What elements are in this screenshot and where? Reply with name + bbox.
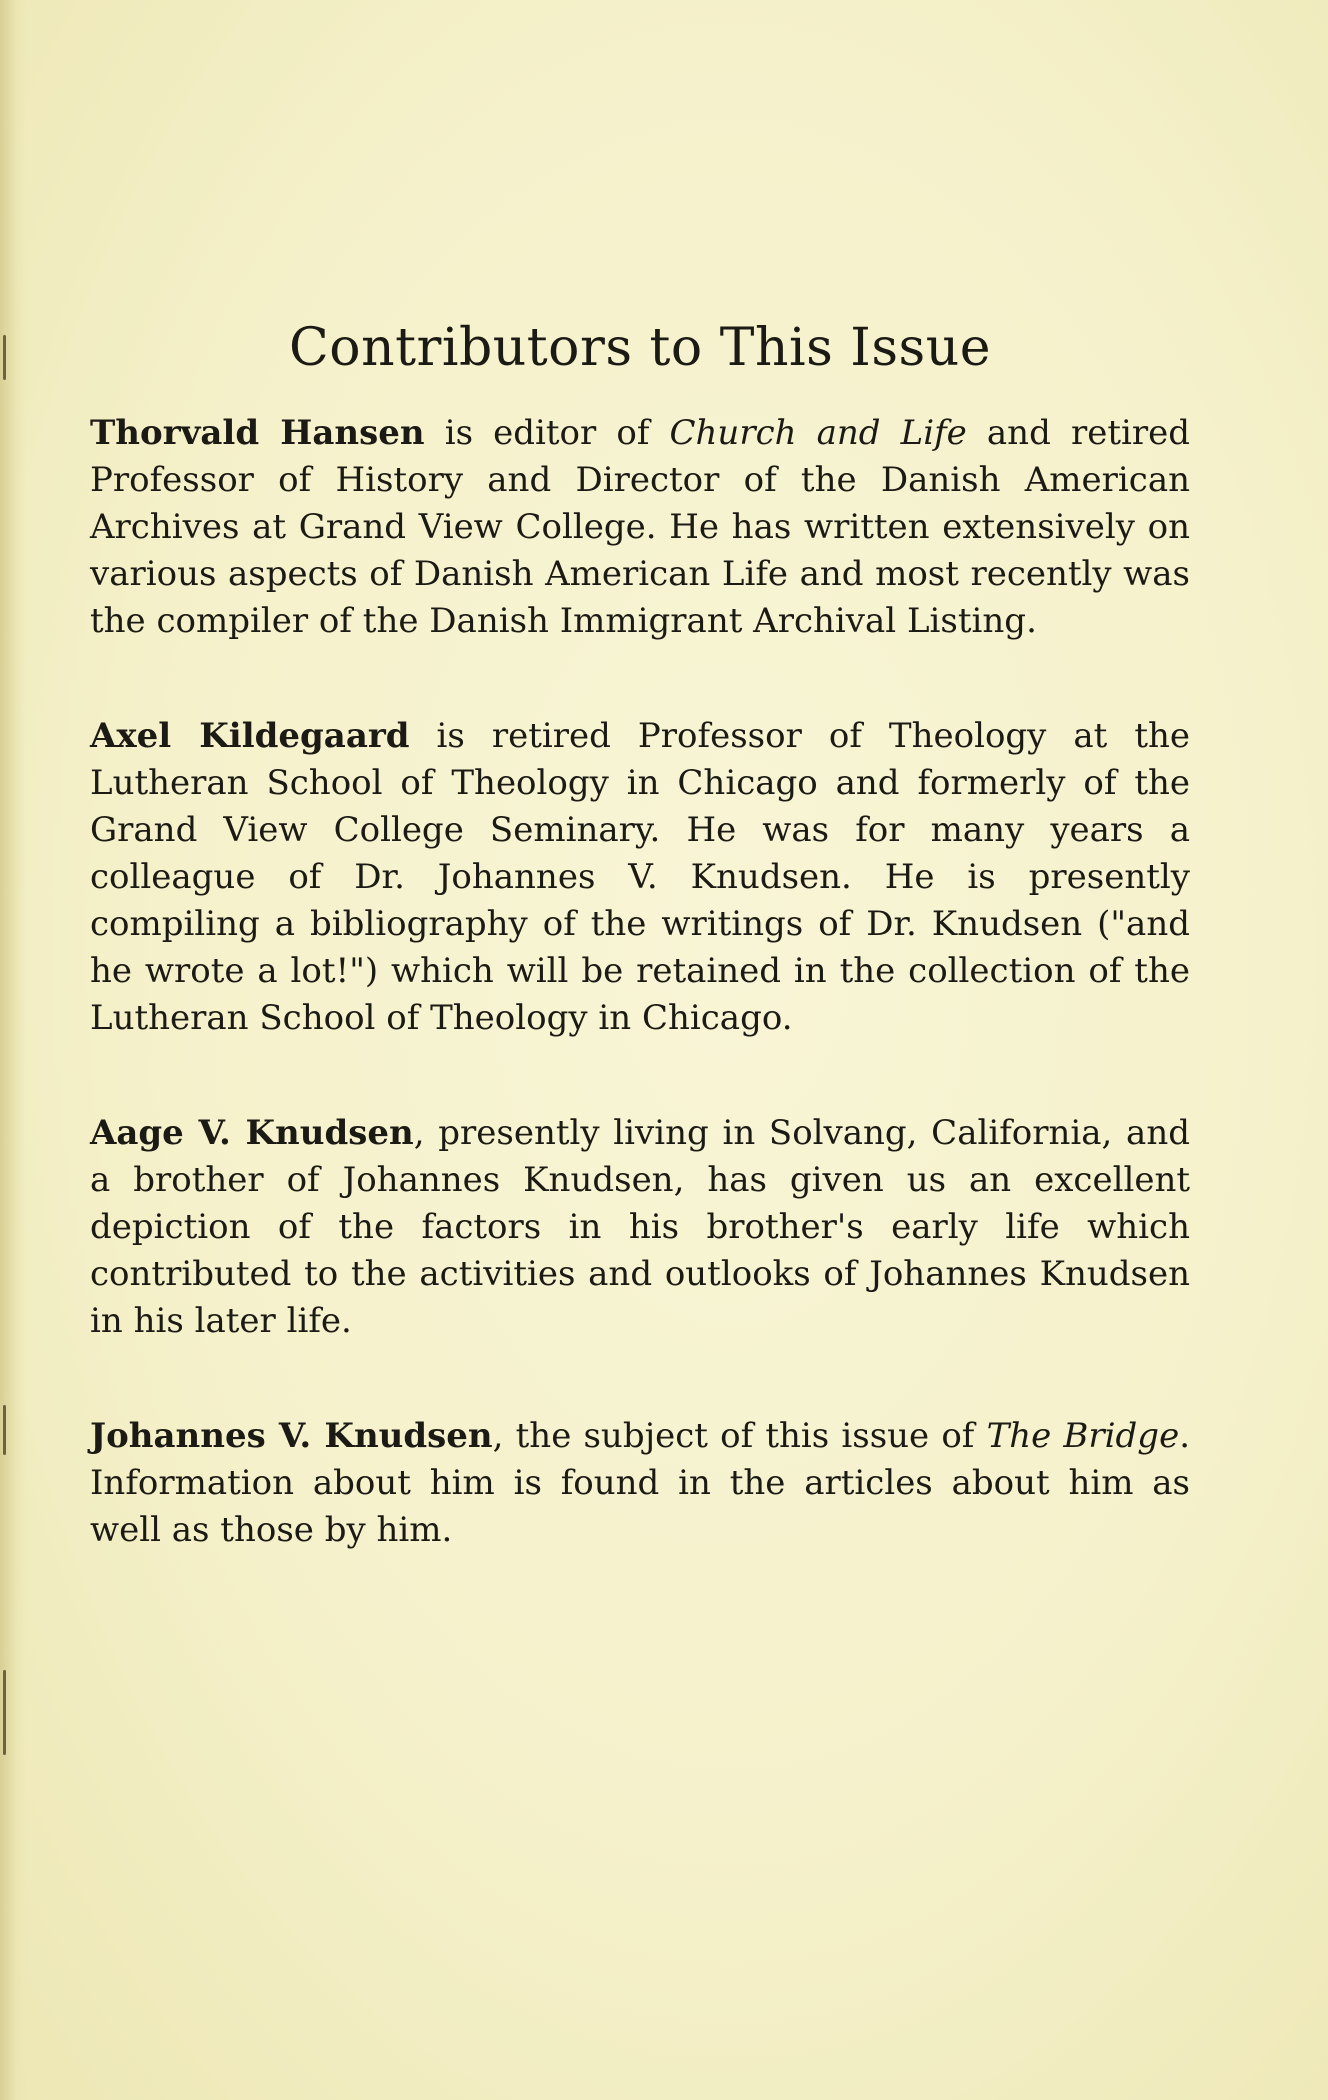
publication-title: Church and Life [669, 413, 967, 453]
contributor-name: Johannes V. Knudsen [90, 1416, 493, 1456]
contributor-name: Thorvald Hansen [90, 413, 425, 453]
page-edge-mark [3, 1670, 6, 1755]
contributor-entry [90, 1413, 1190, 1554]
page-edge-mark [3, 335, 6, 380]
contributor-text: is editor of [424, 413, 670, 453]
contributor-entry [90, 1110, 1190, 1345]
contributor-name: Aage V. Knudsen [90, 1113, 414, 1153]
contributor-text: , presently living in Solvang, California, and a brother of Johannes Knudsen, has given us an excellent depiction of the factors in his brother's early life which contributed to the activities and outlooks of Johannes Knudsen in his later life. [90, 1113, 1190, 1341]
contributor-text: , the subject of this issue of [492, 1416, 987, 1456]
page-edge-mark [3, 1405, 6, 1455]
page-title: Contributors to This Issue [289, 318, 991, 378]
contributor-name: Axel Kildegaard [90, 716, 410, 756]
contributor-entry [90, 713, 1190, 1042]
contributor-entry [90, 410, 1190, 645]
contributor-text: and retired Professor of History and Director of the Danish American Archives at Grand View College. He has written extensively on various aspects of Danish American Life and most recently was the compiler of the Danish Immigrant Archival Listing. [90, 413, 1190, 641]
contributor-text: is retired Professor of Theology at the Lutheran School of Theology in Chicago and formerly of the Grand View College Seminary. He was for many years a colleague of Dr. Johannes V. Knudsen. He is presently compiling a bibliography of the writings of Dr. Knudsen ("and he wrote a lot!") which will be retained in the collection of the Lutheran School of Theology in Chicago. [90, 716, 1191, 1038]
binding-gutter-shadow [0, 0, 26, 2100]
contributors-section [90, 318, 1190, 1622]
publication-title: The Bridge [986, 1416, 1180, 1456]
contributor-text: . Information about him is found in the articles about him as well as those by him. [90, 1416, 1190, 1550]
